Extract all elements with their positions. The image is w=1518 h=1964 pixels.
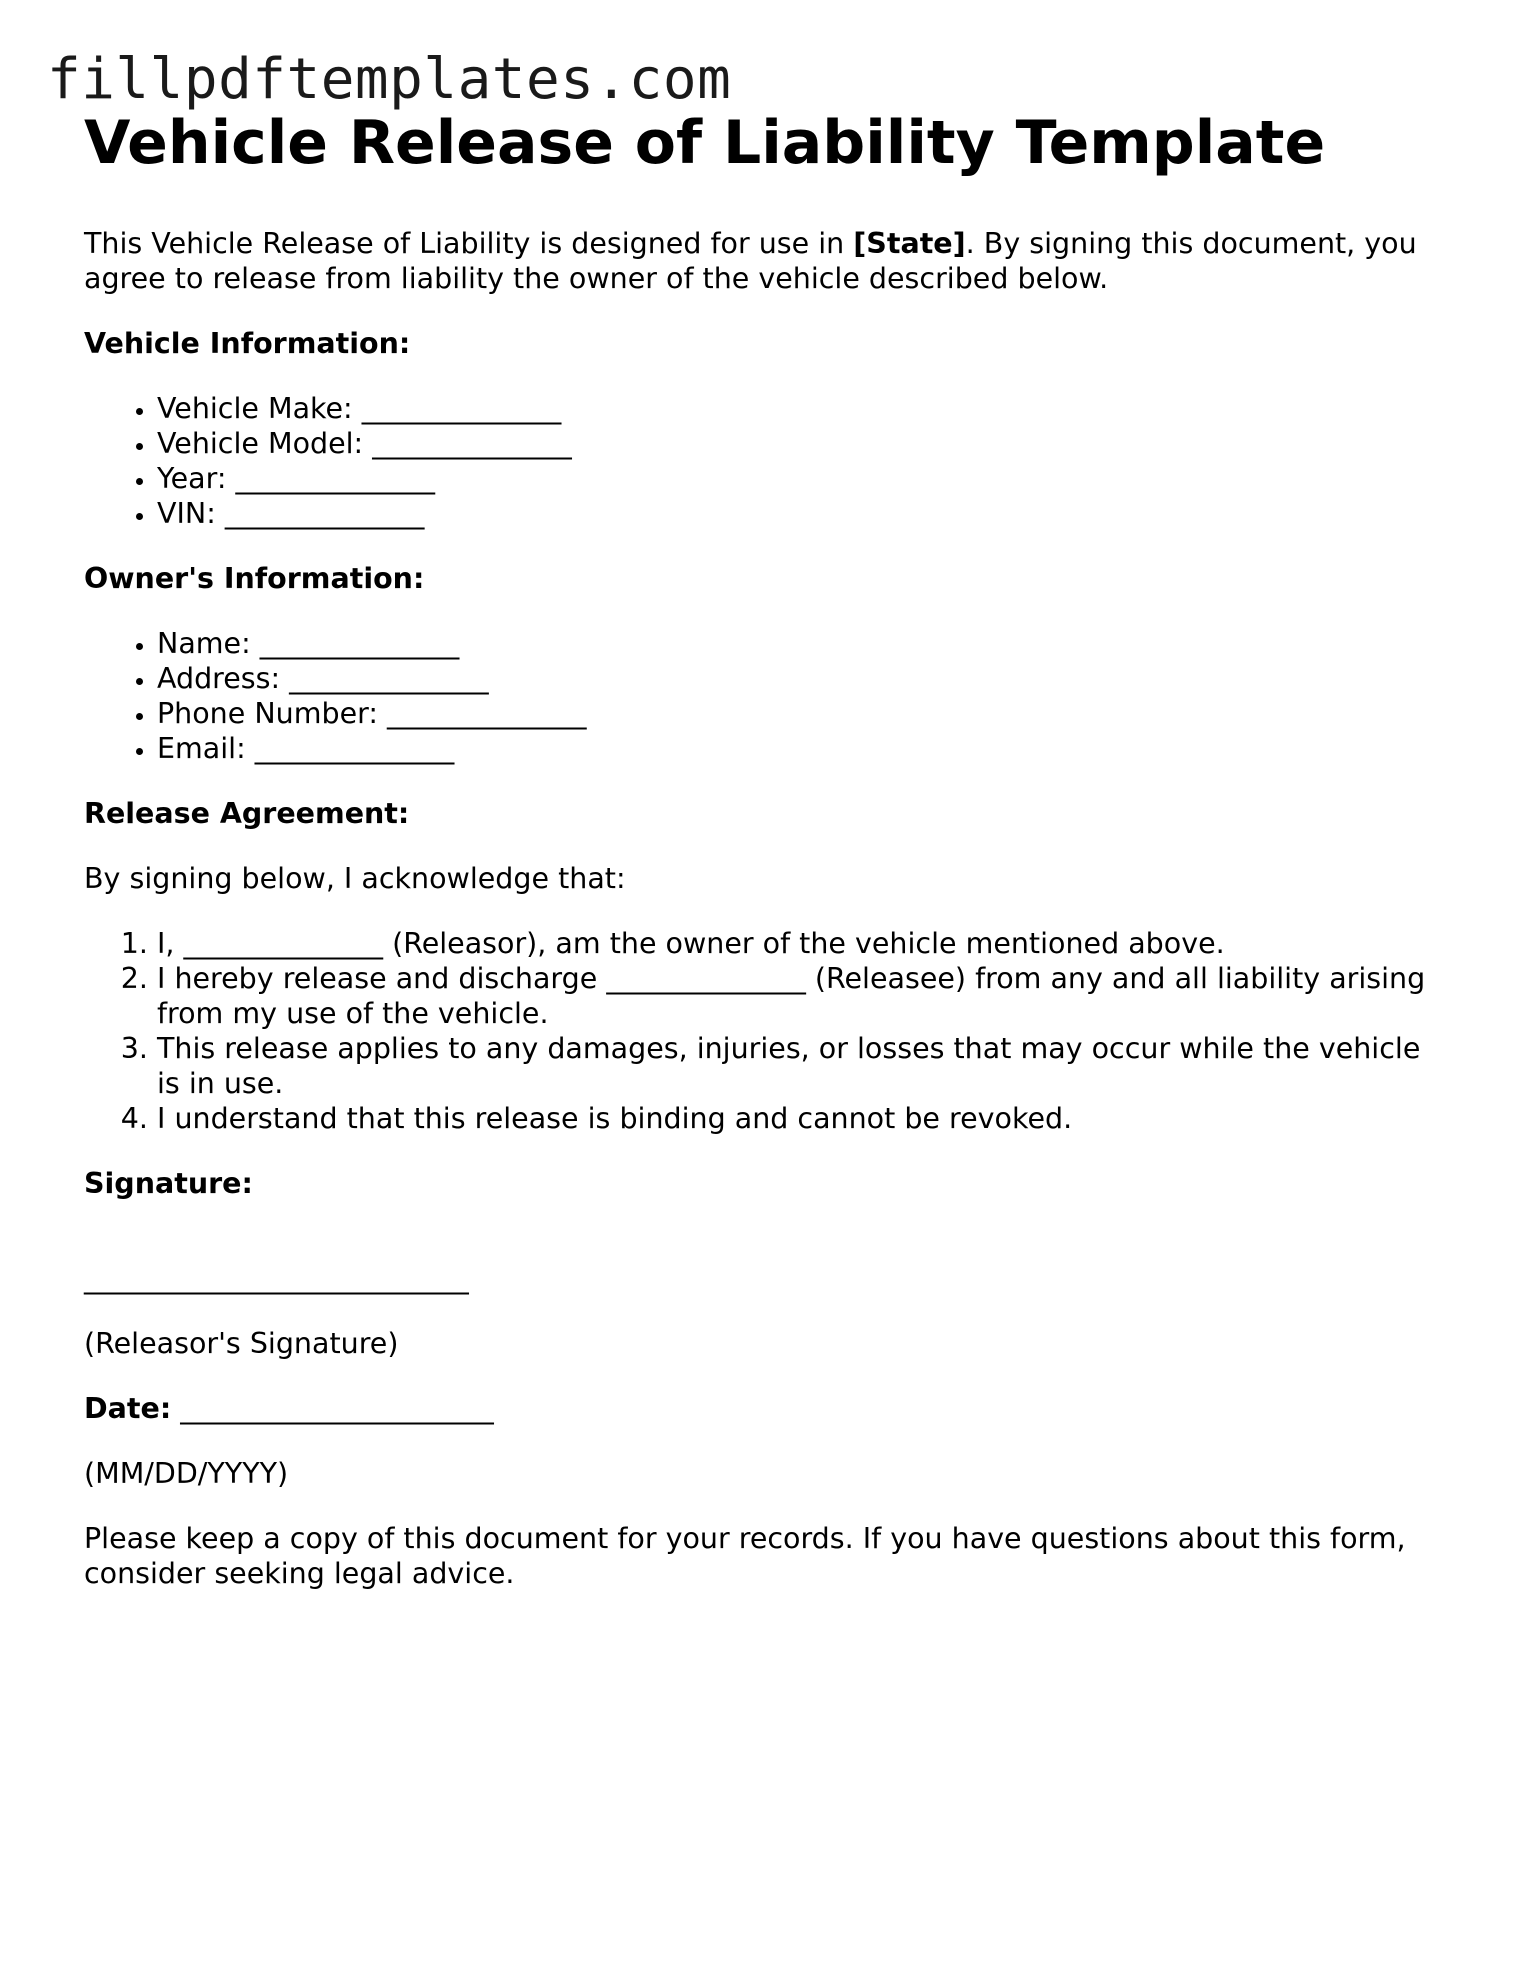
vehicle-year-field: • Year: ______________: [157, 461, 1444, 496]
release-terms-list: [84, 926, 1444, 1136]
vehicle-model-field: • Vehicle Model: ______________: [157, 426, 1444, 461]
intro-text-before: This Vehicle Release of Liability is designed for use in: [84, 227, 854, 260]
document-page: [84, 104, 1444, 1621]
owner-info-list: [84, 626, 1444, 766]
owner-address-field: • Address: ______________: [157, 661, 1444, 696]
intro-text-after: . By signing this document, you agree to release from liability the owner of the vehicle described below.: [84, 227, 1417, 295]
date-label: Date:: [84, 1392, 172, 1425]
release-term: 4. I understand that this release is binding and cannot be revoked.: [157, 1101, 1444, 1136]
owner-info-heading: Owner's Information:: [84, 562, 425, 595]
release-agreement-heading: Release Agreement:: [84, 797, 410, 830]
date-format-hint: (MM/DD/YYYY): [84, 1457, 289, 1490]
date-line: ______________________: [171, 1392, 494, 1425]
vehicle-make-field: • Vehicle Make: ______________: [157, 391, 1444, 426]
intro-paragraph: [84, 226, 1444, 296]
watermark: fillpdftemplates.com: [47, 47, 732, 112]
release-term: 1. I, ______________ (Releasor), am the owner of the vehicle mentioned above.: [157, 926, 1444, 961]
owner-name-field: • Name: ______________: [157, 626, 1444, 661]
page-title: Vehicle Release of Liability Template: [84, 108, 1326, 178]
owner-phone-field: • Phone Number: ______________: [157, 696, 1444, 731]
release-term: 3. This release applies to any damages, injuries, or losses that may occur while the vehicle is in use.: [157, 1031, 1444, 1101]
release-term: 2. I hereby release and discharge ______________ (Releasee) from any and all liability arising from my use of the vehicle.: [157, 961, 1444, 1031]
signature-caption: (Releasor's Signature): [84, 1327, 399, 1360]
vehicle-info-heading: Vehicle Information:: [84, 327, 411, 360]
release-lead-text: By signing below, I acknowledge that:: [84, 862, 626, 895]
date-row: [84, 1391, 1444, 1426]
state-placeholder: [State]: [853, 227, 966, 260]
signature-line: ___________________________: [84, 1262, 469, 1295]
owner-email-field: • Email: ______________: [157, 731, 1444, 766]
vehicle-info-list: [84, 391, 1444, 531]
vehicle-vin-field: • VIN: ______________: [157, 496, 1444, 531]
closing-note: Please keep a copy of this document for your records. If you have questions about this form, consider seeking legal advice.: [84, 1522, 1406, 1590]
signature-heading: Signature:: [84, 1167, 253, 1200]
